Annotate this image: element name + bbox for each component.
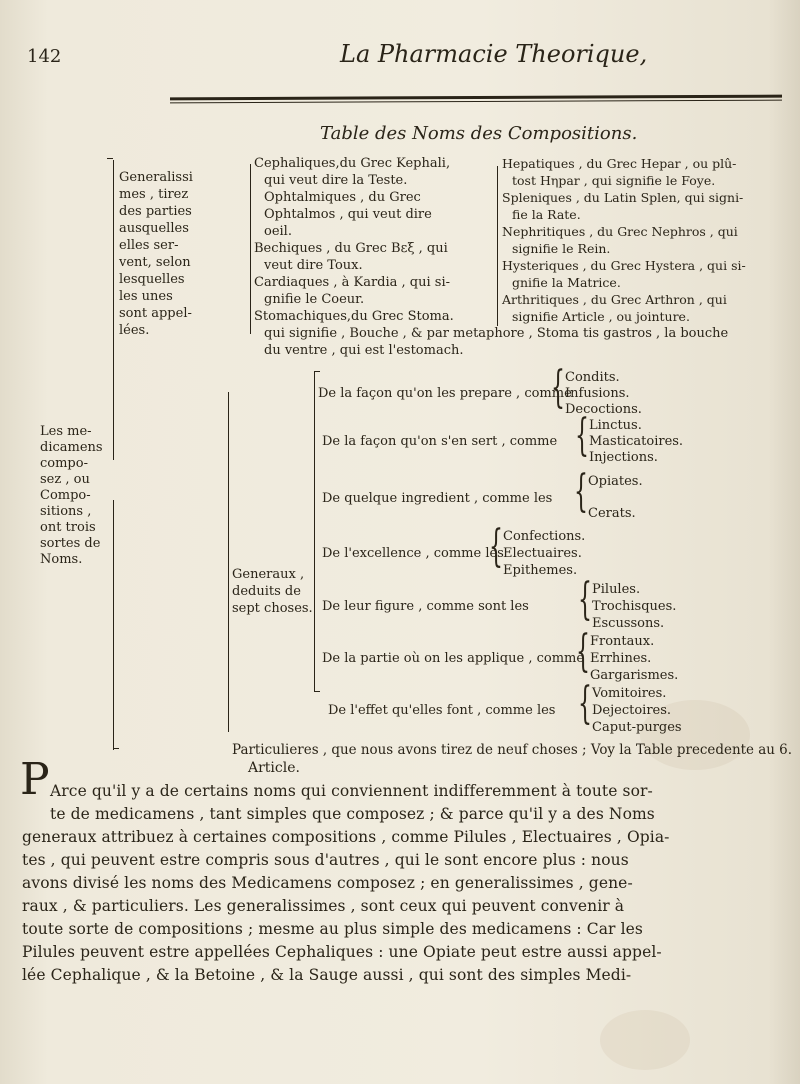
term-line: Arthritiques , du Grec Arthron , qui [502,292,727,307]
group-phrase: De quelque ingredient , comme les [322,491,553,506]
main-bracket-lower [113,500,114,750]
body-line: lée Cephalique , & la Betoine , & la Sauge aussi , qui sont des simples Medi- [22,966,632,984]
term-line: Stomachiques,du Grec Stoma. [254,309,454,324]
body-line: raux , & particuliers. Les generalissimes , sont ceux qui peuvent convenir à [22,897,625,915]
term-line: fie la Rate. [512,207,581,222]
group-item: Trochisques. [592,599,677,614]
generaux-label-line: Generaux , [232,567,305,582]
generalissimes-inner-bracket [497,166,498,326]
group-phrase: De leur figure , comme sont les [322,599,529,614]
main-label-line: Les me- [40,424,92,439]
group-item: Electuaires. [503,546,582,561]
main-label-line: Noms. [40,552,83,567]
group-item: Epithemes. [503,563,578,578]
main-label-line: sortes de [40,536,101,551]
body-line: avons divisé les noms des Medicamens composez ; en generalissimes , gene- [22,874,633,892]
brace: { [575,410,589,461]
main-bracket-bottom [113,748,119,749]
body-line: tes , qui peuvent estre compris sous d'autres , qui le sont encore plus : nous [22,851,629,869]
group-item: Caput-purges [592,720,682,735]
term-line: signifie Article , ou jointure. [512,309,690,324]
group-phrase: De l'excellence , comme les [322,546,504,561]
generalissimes-label-line: ausquelles [119,221,189,236]
main-label-line: dicamens [40,440,103,455]
group-item: Escussons. [592,616,665,631]
main-label-line: sitions , [40,504,92,519]
generalissimes-label-line: les unes [119,289,173,304]
body-line: toute sorte de compositions ; mesme au plus simple des medicamens : Car les [22,920,643,938]
particulieres-line: Particulieres , que nous avons tirez de neuf choses ; Voy la Table precedente au 6. [232,742,792,758]
group-item: Cerats. [588,506,636,521]
term-line: Hysteriques , du Grec Hystera , qui si- [502,258,746,273]
generaux-label-line: deduits de [232,584,301,599]
stomach-continuation: du ventre , qui est l'estomach. [264,343,464,358]
generaux-label-line: sept choses. [232,601,313,616]
term-line: qui veut dire la Teste. [264,173,408,188]
term-line: Ophtalmiques , du Grec [264,190,421,205]
group-item: Masticatoires. [589,434,684,449]
term-line: veut dire Toux. [264,258,363,273]
group-item: Injections. [589,450,658,465]
brace: { [576,626,590,677]
main-label-line: Compo- [40,488,91,503]
group-phrase: De l'effet qu'elles font , comme les [328,703,556,718]
stomach-continuation: qui signifie , Bouche , & par metaphore , Stoma tis gastros , la bouche [264,326,729,341]
term-line: Spleniques , du Latin Splen, qui signi- [502,190,744,205]
group-phrase: De la façon qu'on les prepare , comme [318,386,572,401]
group-item: Pilules. [592,582,641,597]
group-phrase: De la façon qu'on s'en sert , comme [322,434,558,449]
generaux-bracket-top [314,371,320,372]
brace: { [578,678,592,729]
term-line: Bechiques , du Grec Bεξ , qui [254,241,448,256]
term-line: gnifie la Matrice. [512,275,621,290]
group-item: Confections. [503,529,586,544]
group-item: Vomitoires. [592,686,667,701]
generalissimes-label-line: sont appel- [119,306,192,321]
generalissimes-label-line: lées. [119,323,150,338]
drop-cap: P [20,754,50,805]
generalissimes-label-line: vent, selon [119,255,191,270]
term-line: Cardiaques , à Kardia , qui si- [254,275,450,290]
running-title: La Pharmacie Theorique, [340,40,648,68]
brace: { [551,362,565,413]
term-line: signifie le Rein. [512,241,611,256]
generaux-bracket-bottom [314,691,320,692]
generalissimes-label-line: lesquelles [119,272,185,287]
brace: { [489,521,503,572]
main-label-line: ont trois [40,520,96,535]
body-line: te de medicamens , tant simples que composez ; & parce qu'il y a des Noms [50,805,655,823]
body-line: Arce qu'il y a de certains noms qui conviennent indifferemment à toute sor- [50,782,653,800]
term-line: Nephritiques , du Grec Nephros , qui [502,224,738,239]
term-line: Cephaliques,du Grec Kephali, [254,156,451,171]
term-line: oeil. [264,224,292,239]
body-line: generaux attribuez à certaines compositions , comme Pilules , Electuaires , Opia- [22,828,670,846]
header-rule-thin [170,100,782,104]
generalissimes-bracket [250,164,251,334]
generaux-bracket [314,372,315,692]
group-item: Dejectoires. [592,703,672,718]
group-item: Gargarismes. [590,668,679,683]
brace: { [578,574,592,625]
table-title: Table des Noms des Compositions. [320,123,638,144]
main-label-line: sez , ou [40,472,90,487]
term-line: Ophtalmos , qui veut dire [264,207,432,222]
main-bracket-top [107,158,113,159]
generalissimes-label-line: mes , tirez [119,187,189,202]
main-label-line: compo- [40,456,88,471]
brace: { [574,466,588,517]
group-item: Errhines. [590,651,652,666]
term-line: gnifie le Coeur. [264,292,365,307]
group-item: Frontaux. [590,634,655,649]
generalissimes-label-line: elles ser- [119,238,179,253]
group-phrase: De la partie où on les applique , comme [322,651,585,666]
generalissimes-label-line: Generalissi [119,170,193,185]
paper-stain [600,1010,690,1070]
generalissimes-label-line: des parties [119,204,192,219]
main-bracket-upper [113,160,114,460]
page-number: 142 [27,46,62,67]
group-item: Linctus. [589,418,642,433]
term-line: tost Hηpar , qui signifie le Foye. [512,173,716,188]
body-line: Pilules peuvent estre appellées Cephaliques : une Opiate peut estre aussi appel- [22,943,662,961]
group-item: Condits. [565,370,620,385]
group-item: Opiates. [588,474,643,489]
term-line: Hepatiques , du Grec Hepar , ou plû- [502,156,737,171]
group-item: Decoctions. [565,402,642,417]
particulieres-tail: Article. [248,760,300,776]
group-item: Infusions. [565,386,630,401]
generaux-outer-rule [228,392,229,732]
